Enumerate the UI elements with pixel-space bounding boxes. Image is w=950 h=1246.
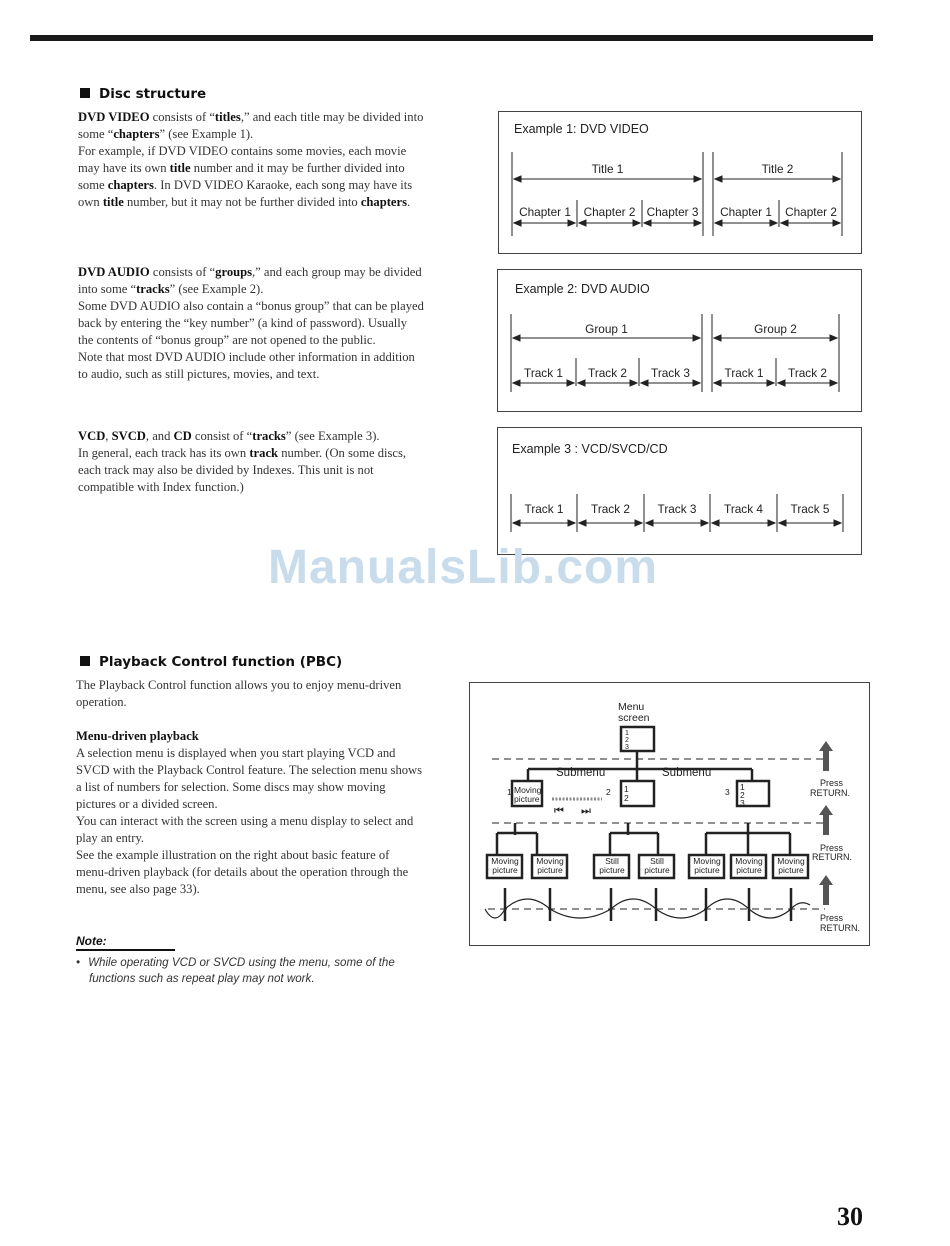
moving-picture-box: Moving picture — [491, 856, 519, 875]
paragraph-line — [78, 428, 478, 445]
skip-buttons — [554, 805, 591, 818]
bold-term: DVD VIDEO — [78, 110, 150, 124]
heading-bullet-square — [80, 88, 90, 98]
title-label: Title 2 — [761, 162, 794, 176]
example-1-box — [498, 111, 862, 254]
track-label: Track 1 — [724, 366, 764, 380]
text-run: number, but it may not be further divided into — [123, 195, 361, 209]
bold-term: title — [169, 161, 191, 175]
paragraph-line — [78, 126, 478, 143]
paragraph-line — [78, 160, 478, 177]
track-label: Track 4 — [724, 502, 763, 516]
bold-term: chapters — [113, 127, 160, 141]
paragraph-line — [78, 264, 478, 281]
bold-term: chapters — [107, 178, 154, 192]
paragraph-line — [78, 332, 478, 349]
section-heading-pbc: Playback Control function (PBC) — [80, 654, 342, 670]
text-run: . In DVD VIDEO Karaoke, each song may have its — [153, 178, 413, 192]
watermark: ManualsLib.com — [268, 541, 659, 594]
moving-picture-box: Moving picture — [777, 856, 805, 875]
text-run: the contents of “bonus group” are not opened to the public. — [78, 333, 376, 347]
paragraph-line — [78, 445, 478, 462]
section-heading-disc-structure: Disc structure — [80, 86, 206, 102]
example-3-label: Example 3 : VCD/SVCD/CD — [512, 442, 668, 456]
submenu-label: Submenu — [662, 767, 712, 779]
bold-term: title — [102, 195, 124, 209]
bold-term: chapters — [360, 195, 407, 209]
menu-screen-label: Menu screen — [618, 701, 650, 724]
bold-term: titles — [214, 110, 241, 124]
chapter-label: Chapter 2 — [583, 205, 636, 219]
pbc-subheading: Menu-driven playback — [76, 729, 199, 743]
paragraph-line — [78, 366, 478, 383]
chapter-label: Chapter 3 — [646, 205, 699, 219]
track-label: Track 2 — [588, 366, 627, 380]
text-run: own — [78, 195, 103, 209]
text-run: to audio, such as still pictures, movies, and text. — [78, 367, 320, 381]
menu-list-numbers: 1 2 3 — [625, 730, 629, 751]
paragraph-dvd-video — [78, 109, 478, 211]
bold-term: tracks — [136, 282, 170, 296]
paragraph-line — [78, 194, 478, 211]
top-rule — [30, 35, 873, 41]
bold-term: SVCD — [111, 429, 146, 443]
example-2-diagram — [498, 270, 863, 413]
track-label: Track 1 — [524, 502, 564, 516]
page-number: 30 — [837, 1202, 863, 1231]
chapter-label: Chapter 1 — [720, 205, 772, 219]
chapter-label: Chapter 2 — [785, 205, 837, 219]
bold-term: DVD AUDIO — [78, 265, 150, 279]
press-return-label: Press RETURN. — [820, 913, 860, 933]
pbc-diagram — [470, 683, 871, 947]
text-run: consists of “ — [149, 265, 216, 279]
note-text: • While operating VCD or SVCD using the menu, some of the functions such as repeat play may not work. — [76, 956, 395, 985]
text-run: may have its own — [78, 161, 170, 175]
track-label: Track 2 — [788, 366, 827, 380]
bold-term: CD — [173, 429, 192, 443]
paragraph-line — [78, 177, 478, 194]
text-run: number. (On some discs, — [278, 446, 407, 460]
text-run: ,” and each title may be divided into — [240, 110, 424, 124]
still-picture-box: Still picture — [644, 856, 670, 875]
group-label: Group 1 — [585, 322, 628, 336]
chapter-label: Chapter 1 — [519, 205, 571, 219]
text-run: ,” and each group may be divided — [252, 265, 422, 279]
example-2-box — [497, 269, 862, 412]
submenu-list: 1 2 — [624, 784, 629, 803]
moving-picture-thumb: Moving picture — [514, 785, 542, 804]
text-run: , — [105, 429, 112, 443]
text-run: back by entering the “key number” (a kind of password). Usually — [78, 316, 408, 330]
track-label: Track 2 — [591, 502, 630, 516]
text-run: each track may also be divided by Indexes. This unit is not — [78, 463, 374, 477]
skip-next-icon: ⏭ — [580, 805, 591, 817]
paragraph-line — [78, 143, 478, 160]
submenu-number: 2 — [606, 787, 611, 797]
bold-term: tracks — [252, 429, 286, 443]
bold-term: VCD — [78, 429, 106, 443]
text-run: consist of “ — [191, 429, 253, 443]
text-run: Some DVD AUDIO also contain a “bonus group” that can be played — [78, 299, 424, 313]
text-run: some — [78, 178, 108, 192]
text-run: compatible with Index function.) — [78, 480, 244, 494]
track-label: Track 5 — [790, 502, 830, 516]
pbc-diagram-box — [469, 682, 870, 946]
example-3-box — [497, 427, 862, 555]
moving-picture-box: Moving picture — [536, 856, 564, 875]
paragraph-line — [78, 281, 478, 298]
text-run: In general, each track has its own — [78, 446, 250, 460]
heading-bullet-square — [80, 656, 90, 666]
text-run: Note that most DVD AUDIO include other information in addition — [78, 350, 415, 364]
text-run: some “ — [78, 127, 114, 141]
moving-picture-box: Moving picture — [735, 856, 763, 875]
track-label: Track 1 — [524, 366, 563, 380]
submenu-label: Submenu — [556, 767, 606, 779]
text-run: into some “ — [78, 282, 137, 296]
paragraph-line — [78, 109, 478, 126]
skip-prev-icon: ⏮ — [554, 805, 564, 817]
text-run: , and — [145, 429, 174, 443]
paragraph-line — [78, 315, 478, 332]
press-return-label: Press RETURN. — [810, 778, 850, 798]
paragraph-dvd-audio — [78, 264, 478, 383]
text-run: ” (see Example 3). — [285, 429, 380, 443]
submenu-number: 3 — [725, 787, 730, 797]
example-1-diagram — [499, 112, 863, 255]
text-run: . — [406, 195, 411, 209]
group-label: Group 2 — [754, 322, 797, 336]
text-run: consists of “ — [149, 110, 215, 124]
paragraph-vcd — [78, 428, 478, 496]
paragraph-line — [78, 462, 478, 479]
paragraph-line — [78, 349, 478, 366]
pbc-body: A selection menu is displayed when you start playing VCD and SVCD with the Playback Control feature. The selection menu shows a list of numbers for selection. Some discs may show moving pictures or a divided screen. You can interact with the screen using a menu display to select and play an entry. See the example illustration on the right about basic feature of menu-driven playback (for details about the operation through the menu, see also page 33). — [76, 746, 423, 896]
track-label: Track 3 — [657, 502, 697, 516]
still-picture-box: Still picture — [599, 856, 625, 875]
note-title: Note: — [76, 934, 107, 948]
bold-term: groups — [215, 265, 253, 279]
paragraph-line — [78, 479, 478, 496]
paragraph-line — [78, 298, 478, 315]
note-rule — [76, 949, 175, 951]
text-run: ” (see Example 1). — [159, 127, 254, 141]
moving-picture-box: Moving picture — [693, 856, 721, 875]
press-return-label: Press RETURN. — [812, 843, 852, 862]
bold-term: track — [249, 446, 279, 460]
text-run: number and it may be further divided into — [190, 161, 405, 175]
example-2-label: Example 2: DVD AUDIO — [515, 282, 650, 296]
title-label: Title 1 — [591, 162, 624, 176]
track-label: Track 3 — [651, 366, 690, 380]
submenu-list: 1 2 3 — [740, 782, 745, 808]
submenu-number: 1 — [507, 787, 512, 797]
example-1-label: Example 1: DVD VIDEO — [514, 122, 649, 136]
example-3-diagram — [498, 428, 863, 556]
text-run: For example, if DVD VIDEO contains some movies, each movie — [78, 144, 407, 158]
text-run: ” (see Example 2). — [169, 282, 264, 296]
pbc-intro: The Playback Control function allows you to enjoy menu-driven operation. — [76, 678, 402, 709]
